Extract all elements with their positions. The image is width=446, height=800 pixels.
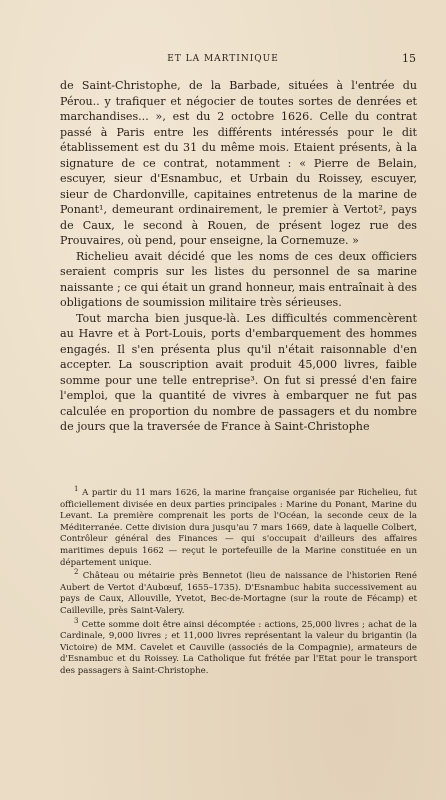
footnote-marker: 1: [74, 485, 79, 494]
paragraph-1: de Saint-Christophe, de la Barbade, situées à l'entrée du Pérou.. y trafiquer et négocier de toutes sortes de denrées et marchandises... », est du 2 octobre 1626. Celle du contrat passé à Paris entre les différents intéressés pour le dit établissement est du 31 du même mois. Etaient présents, à la signature de ce contrat, notamment : « Pierre de Belain, escuyer, sieur d'Esnambuc, et Urbain du Roissey, escuyer, sieur de Chardonville, capitaines entretenus de la marine de Ponant¹, demeurant ordinairement, le premier à Vertot², pays de Caux, le second à Rouen, de présent logez rue des Prouvaires, où pend, pour enseigne, la Cornemuze. »: [60, 79, 417, 247]
footnote-2: [60, 568, 418, 617]
footnote-text: Château ou métairie près Bennetot (lieu de naissance de l'historien René Aubert de Vertot d'Aubœuf, 1655–1735). D'Esnambuc habita successivement au pays de Caux, Allouville, Yvetot, Bec-de-Mortagne (sur la route de Fécamp) et Cailleville, près Saint-Valery.: [60, 571, 418, 616]
footnote-text: A partir du 11 mars 1626, la marine française organisée par Richelieu, fut officiellement divisée en deux parties principales : Marine du Ponant, Marine du Levant. La première comprenait les ports de l'Océan, la seconde ceux de la Méditerranée. Cette division dura jusqu'au 7 mars 1669, date à laquelle Colbert, Contrôleur général des Finances — qui s'occupait d'ailleurs des affaires maritimes depuis 1662 — reçut le portefeuille de la Marine constituée en un département unique.: [60, 488, 417, 568]
paragraph-3: Tout marcha bien jusque-là. Les difficultés commencèrent au Havre et à Port-Louis, ports d'embarquement des hommes engagés. Il s'en présenta plus qu'il n'était raisonnable d'en accepter. La souscription avait produit 45,000 livres, faible somme pour une telle entreprise³. On fut si pressé d'en faire l'emploi, que la quantité de vivres à embarquer ne fut pas calculée en proportion du nombre de passagers et du nombre de jours que la traversée de France à Saint-Christophe: [60, 311, 417, 433]
footnote-3: [60, 616, 417, 678]
footnote-marker: 3: [74, 616, 79, 625]
footnote-text: Cette somme doit être ainsi décomptée : actions, 25,000 livres ; achat de la Cardinale, 9,000 livres ; et 11,000 livres représentant la valeur du brigantin (la Victoire) de MM. Cavelet et Cauville (associés de la Compagnie), armateurs de d'Esnambuc et du Roissey. La Catholique fut frétée par l'Etat pour le transport des passagers à Saint-Christophe.: [60, 619, 417, 676]
running-head: [0, 54, 446, 68]
running-title: ET LA MARTINIQUE: [167, 54, 279, 64]
footnote-marker: 2: [74, 568, 79, 577]
paragraph-2: Richelieu avait décidé que les noms de ces deux officiers seraient compris sur les listes du personnel de sa marine naissante ; ce qui était un grand honneur, mais entraînait à des obligations de soumission militaire très sérieuses.: [60, 249, 417, 309]
footnotes: [60, 485, 418, 680]
footnote-1: [60, 485, 417, 569]
page-number: 15: [402, 52, 416, 65]
body-text: [60, 78, 417, 435]
